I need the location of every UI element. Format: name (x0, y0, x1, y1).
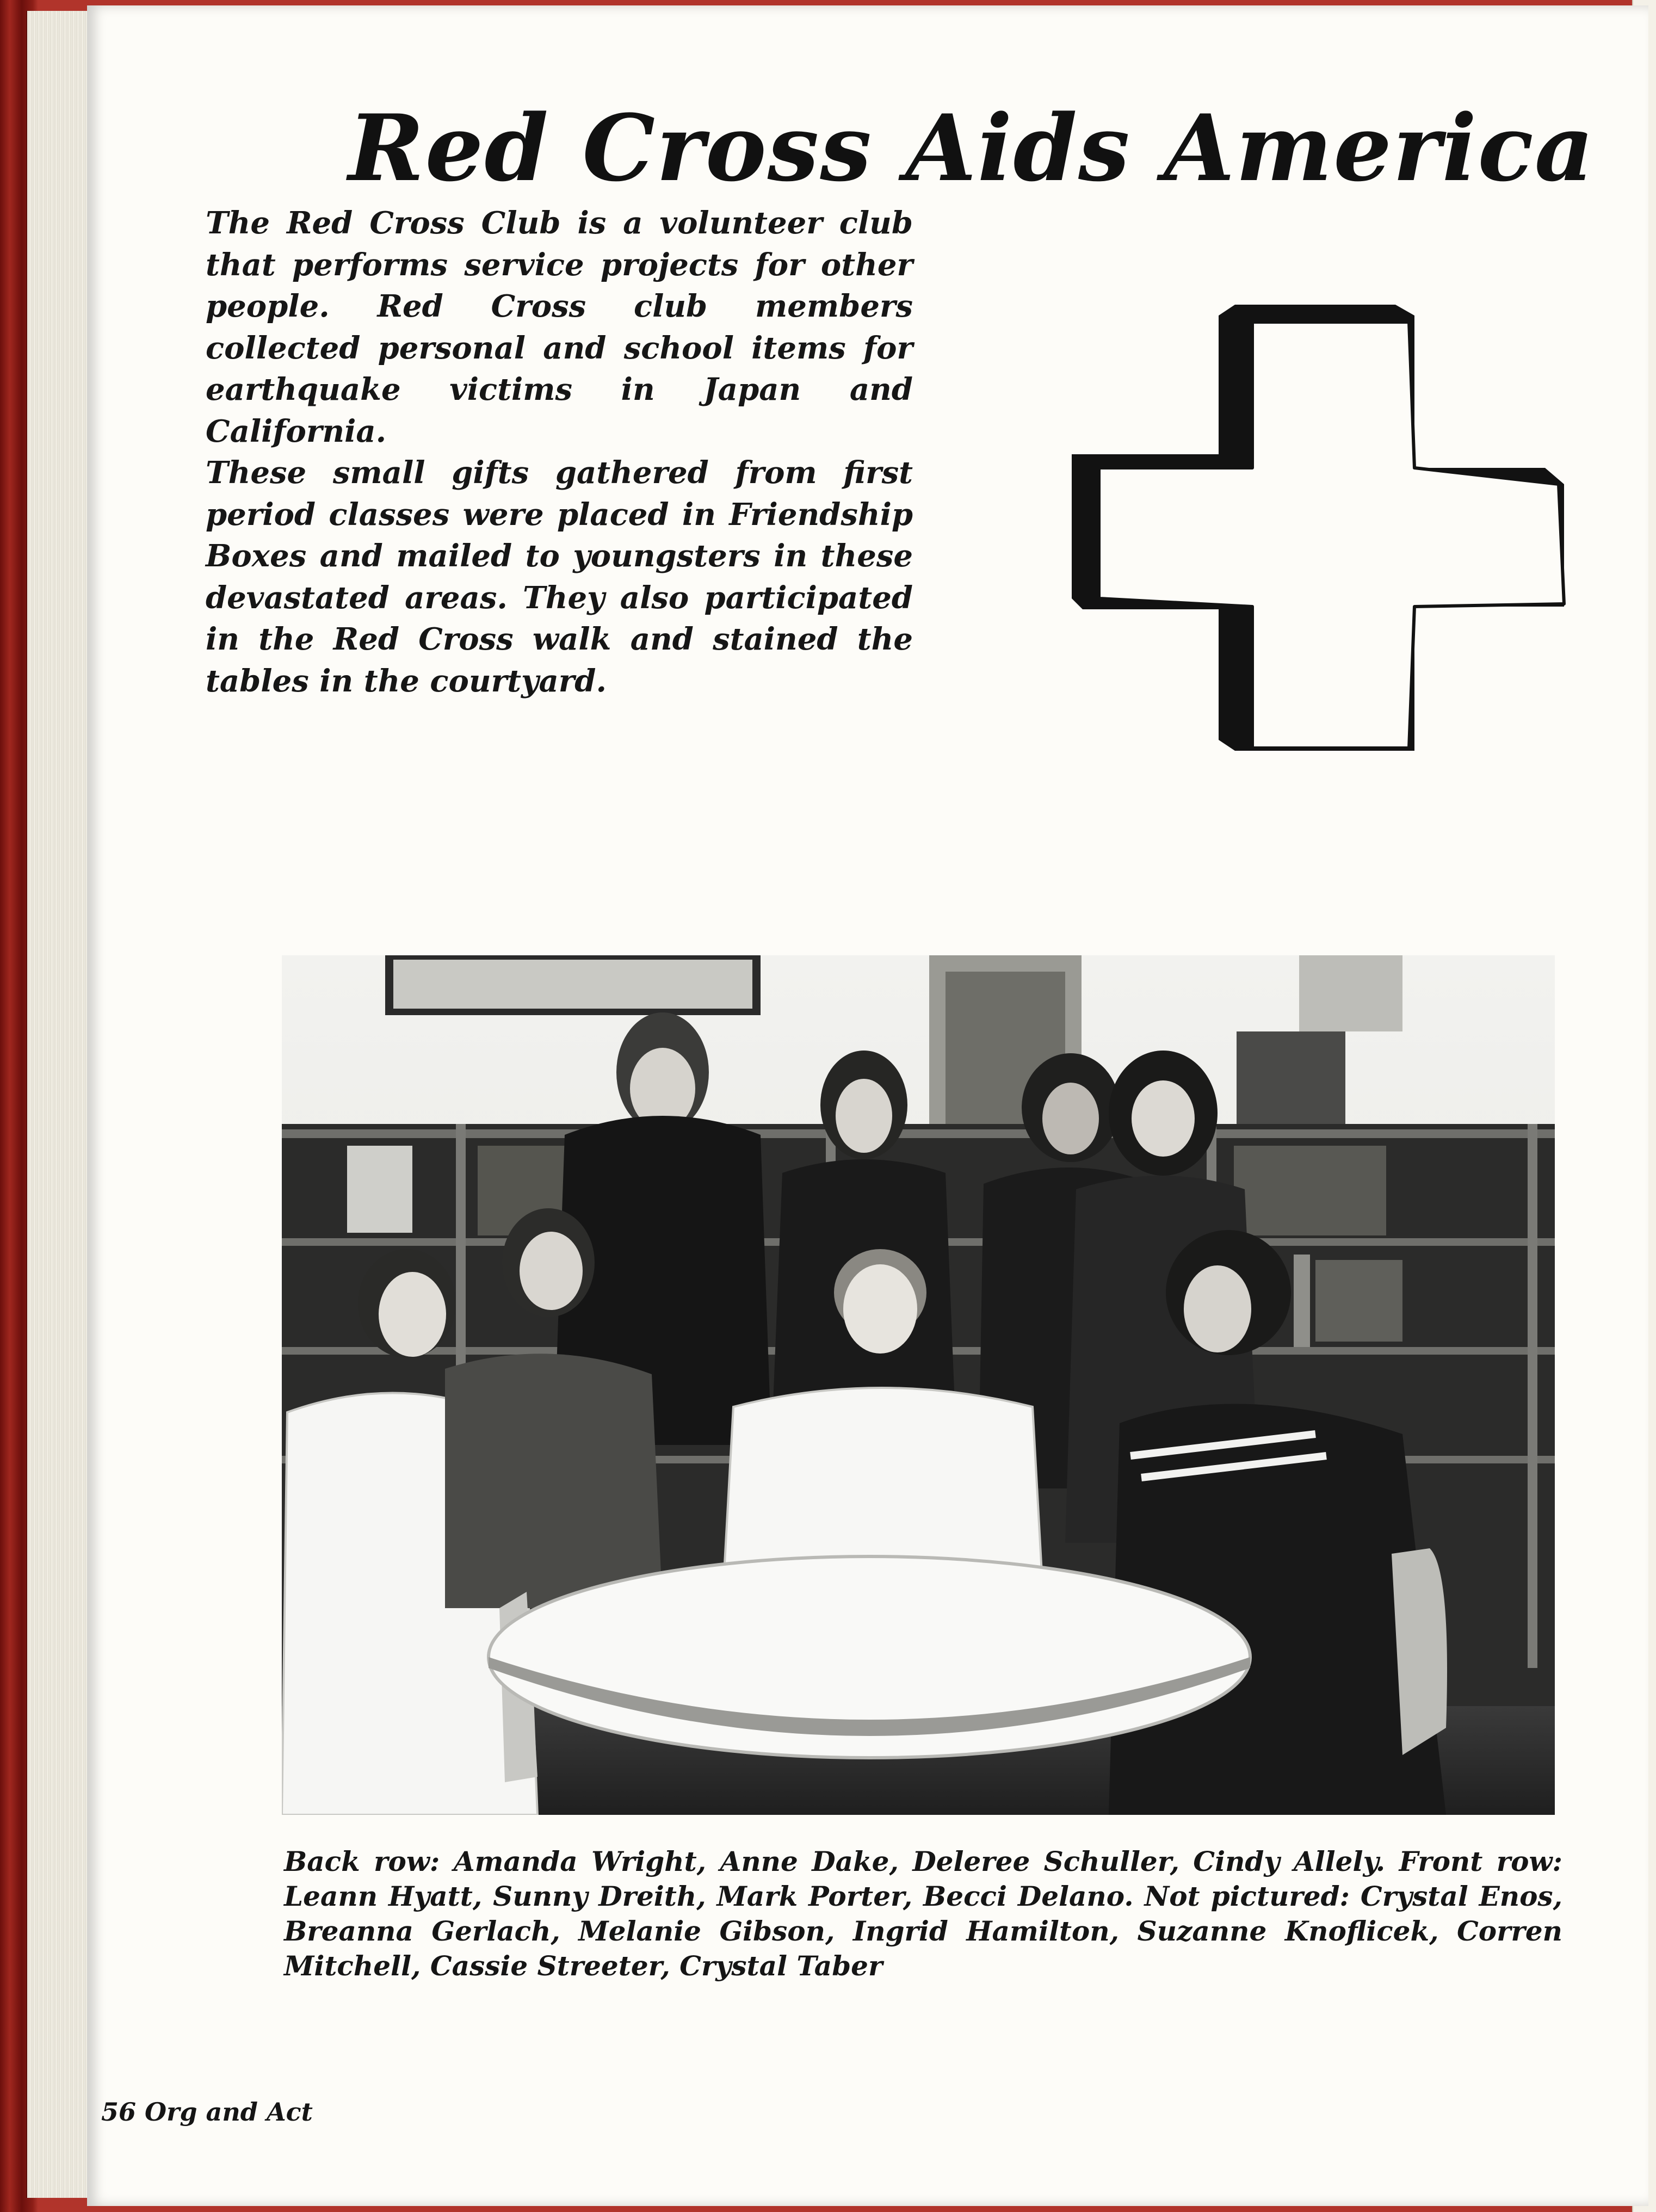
page-title: Red Cross Aids America (348, 94, 1595, 202)
page-folio: 56 Org and Act (101, 2097, 313, 2127)
article-paragraph: These small gifts gathered from first period classes were placed in Friendship Boxes and mailed to youngsters in these devastated areas. They also participated in the Red Cross walk and stained the tables in the courtyard. (206, 455, 913, 699)
photo-caption: Back row: Amanda Wright, Anne Dake, Deleree Schuller, Cindy Allely. Front row: Leann Hyatt, Sunny Dreith, Mark Porter, Becci Delano. Not pictured: Crystal Enos, Breanna Gerlach, Melanie Gibson, Ingrid Hamilton, Suzanne Knoflicek, Corren Mitchell, Cassie Streeter, Crystal Taber (284, 1845, 1562, 1982)
article-paragraph: The Red Cross Club is a volunteer club that performs service projects for other people. Red Cross club members collected personal and school items for earthquake victims in Japan and California. (206, 205, 913, 449)
club-group-photo (282, 955, 1555, 1815)
article-body (206, 202, 913, 702)
red-cross-icon (1072, 305, 1583, 756)
